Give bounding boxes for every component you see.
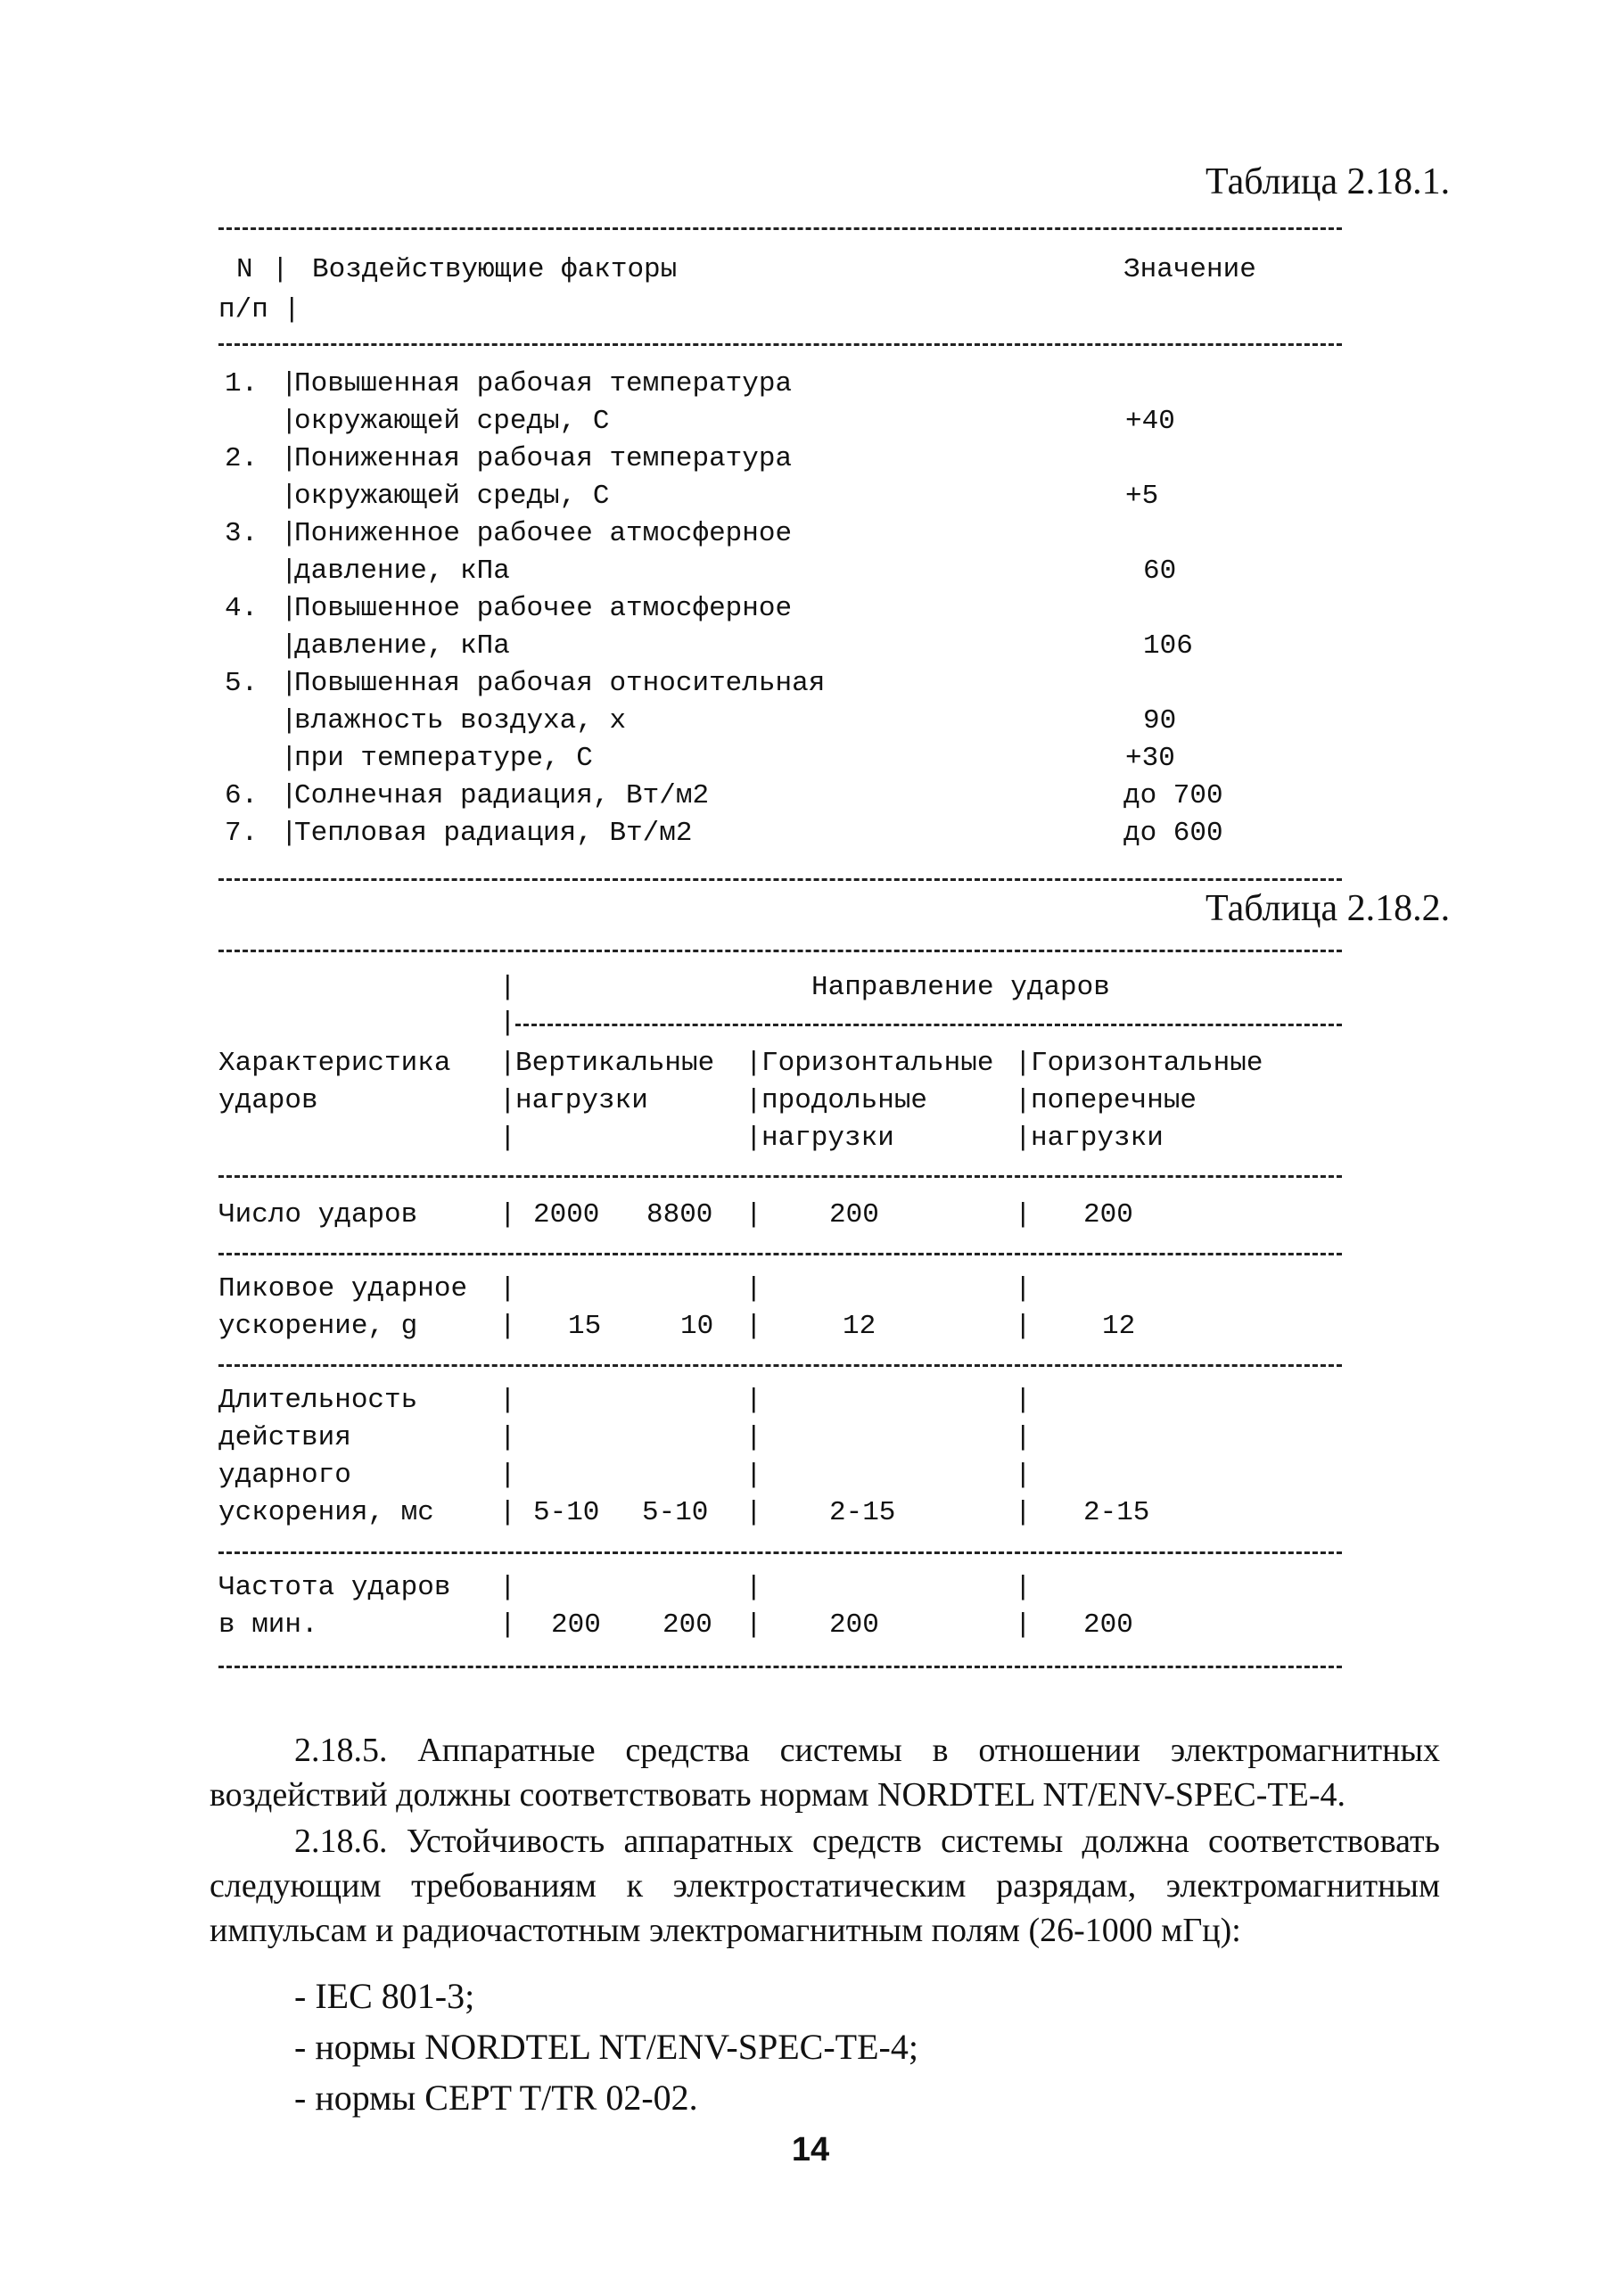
- table2-row-sep: |: [1015, 1497, 1032, 1528]
- table1-row-text: Повышенное рабочее атмосферное: [294, 593, 793, 624]
- table2-header-sep: |: [745, 1085, 762, 1116]
- table1-header-rule: [218, 343, 1342, 346]
- table2-row-label: Частота ударов: [218, 1572, 451, 1603]
- table2-header-direction: Направление ударов: [811, 972, 1110, 1003]
- table2-cell-hc: 200: [1083, 1199, 1133, 1230]
- table2-row-sep: |: [1015, 1385, 1032, 1416]
- table2-cell-hl: 2-15: [829, 1497, 896, 1528]
- table2-row-sep: |: [745, 1273, 762, 1304]
- table2-cell-v1: 15: [568, 1311, 602, 1342]
- table2-row-sep: |: [499, 1311, 516, 1342]
- table1-row-sep: |: [281, 406, 298, 437]
- table1-row-text: Пониженное рабочее атмосферное: [294, 518, 793, 549]
- table1-row-text: Повышенная рабочая температура: [294, 368, 793, 399]
- paragraph-2-18-6: [210, 1819, 1440, 1953]
- table1-row-text: Повышенная рабочая относительная: [294, 668, 826, 699]
- table2-row-sep: |: [1015, 1199, 1032, 1230]
- table2-bottom-rule: [218, 1666, 1342, 1668]
- table2-row-sep: |: [745, 1497, 762, 1528]
- table2-row-sep: |: [499, 1273, 516, 1304]
- table1-header-n: N: [236, 254, 253, 285]
- table2-row-label: в мин.: [218, 1609, 318, 1641]
- table2-header-sep: |: [499, 1085, 516, 1116]
- table2-header-sep: |: [1015, 1048, 1032, 1079]
- table2-header-rule: [218, 1175, 1342, 1178]
- table2-header-hcross-1: Горизонтальные: [1031, 1048, 1263, 1079]
- table2-cell-hc: 2-15: [1083, 1497, 1150, 1528]
- table1-row-text: Солнечная радиация, Вт/м2: [294, 780, 710, 811]
- table2-cell-hc: 12: [1102, 1311, 1136, 1342]
- table2-row-sep: |: [499, 1497, 516, 1528]
- table1-row-value: 90: [1143, 705, 1177, 737]
- list-item: - нормы CEPT T/TR 02-02.: [294, 2078, 698, 2118]
- table1-row-sep: |: [281, 818, 298, 849]
- table2-row-sep: |: [499, 1460, 516, 1491]
- table2-cell-hl: 200: [829, 1199, 879, 1230]
- table2-row-sep: |: [1015, 1273, 1032, 1304]
- table2-header-hcross-2: поперечные: [1031, 1085, 1197, 1116]
- table2-row-rule: [218, 1551, 1342, 1554]
- table2-top-rule: [218, 950, 1342, 952]
- table2-row-sep: |: [745, 1460, 762, 1491]
- table1-row-text: давление, кПа: [294, 630, 510, 662]
- table2-cell-hl: 200: [829, 1609, 879, 1641]
- table1-header-sep: |: [272, 254, 289, 285]
- table2-cell-v1: 200: [551, 1609, 601, 1641]
- table2-cell-v2: 8800: [646, 1199, 713, 1230]
- table2-row-sep: |: [745, 1572, 762, 1603]
- table1-bottom-rule: [218, 878, 1342, 881]
- table2-row-sep: |: [499, 1422, 516, 1453]
- table1-row-num: 1.: [225, 368, 259, 399]
- table1-caption: Таблица 2.18.1.: [1205, 161, 1451, 202]
- table1-row-sep: |: [281, 368, 298, 399]
- table2-row-label: ускорение, g: [218, 1311, 418, 1342]
- table1-row-sep: |: [281, 481, 298, 512]
- table2-header-hlong-2: продольные: [761, 1085, 928, 1116]
- table2-row-sep: |: [745, 1385, 762, 1416]
- table2-row-sep: |: [499, 1385, 516, 1416]
- table2-caption: Таблица 2.18.2.: [1205, 888, 1451, 929]
- table1-row-sep: |: [281, 630, 298, 662]
- table1-row-value: +40: [1125, 406, 1175, 437]
- table1-row-text: давление, кПа: [294, 555, 510, 587]
- table1-row-num: 2.: [225, 443, 259, 474]
- table1-row-text: окружающей среды, С: [294, 406, 610, 437]
- table2-cell-hc: 200: [1083, 1609, 1133, 1641]
- table2-cell-v2: 5-10: [642, 1497, 709, 1528]
- table2-header-vert-2: нагрузки: [515, 1085, 648, 1116]
- table1-row-num: 3.: [225, 518, 259, 549]
- table1-row-text: влажность воздуха, х: [294, 705, 627, 737]
- list-item: - IEC 801-3;: [294, 1976, 475, 2016]
- table2-header-hcross-3: нагрузки: [1031, 1123, 1164, 1154]
- table1-row-text: Тепловая радиация, Вт/м2: [294, 818, 693, 849]
- table1-row-sep: |: [281, 780, 298, 811]
- table2-row-sep: |: [745, 1609, 762, 1641]
- table1-row-num: 5.: [225, 668, 259, 699]
- table2-header-char-1: Характеристика: [218, 1048, 451, 1079]
- table2-row-label: Длительность: [218, 1385, 418, 1416]
- table1-row-sep: |: [281, 555, 298, 587]
- table2-header-vert-1: Вертикальные: [515, 1048, 715, 1079]
- table2-cell-v1: 2000: [533, 1199, 600, 1230]
- paragraph-text: 2.18.5. Аппаратные средства системы в отношении электромагнитных воздействий должны соответствовать нормам NORDTEL NT/ENV-SPEC-TE-4.: [210, 1732, 1440, 1814]
- table2-row-sep: |: [499, 1609, 516, 1641]
- table2-header-hlong-3: нагрузки: [761, 1123, 894, 1154]
- list-item: - нормы NORDTEL NT/ENV-SPEC-TE-4;: [294, 2027, 918, 2067]
- table1-row-sep: |: [281, 743, 298, 774]
- table1-row-value: +30: [1125, 743, 1175, 774]
- table2-row-label: действия: [218, 1422, 351, 1453]
- table1-row-num: 7.: [225, 818, 259, 849]
- table1-row-sep: |: [281, 593, 298, 624]
- page-number: 14: [791, 2131, 830, 2168]
- table1-row-value: до 600: [1123, 818, 1223, 849]
- table2-row-sep: |: [1015, 1422, 1032, 1453]
- table2-row-sep: |: [1015, 1460, 1032, 1491]
- table2-row-sep: |: [745, 1199, 762, 1230]
- table2-header-sep: |: [499, 1048, 516, 1079]
- table2-header-sep: |: [499, 1008, 516, 1039]
- paragraph-2-18-5: [210, 1728, 1440, 1817]
- table2-cell-hl: 12: [843, 1311, 876, 1342]
- table2-cell-v2: 200: [662, 1609, 712, 1641]
- table2-row-sep: |: [499, 1572, 516, 1603]
- table2-row-sep: |: [1015, 1572, 1032, 1603]
- table1-row-sep: |: [281, 443, 298, 474]
- table2-row-rule: [218, 1364, 1342, 1367]
- table1-row-num: 6.: [225, 780, 259, 811]
- table1-row-text: Пониженная рабочая температура: [294, 443, 793, 474]
- table2-row-label: Пиковое ударное: [218, 1273, 468, 1304]
- table2-row-sep: |: [1015, 1609, 1032, 1641]
- table1-header-n-sub: п/п: [218, 294, 268, 325]
- table2-header-sep: |: [1015, 1085, 1032, 1116]
- table2-row-sep: |: [499, 1199, 516, 1230]
- table2-row-label: ускорения, мс: [218, 1497, 434, 1528]
- table2-row-sep: |: [745, 1311, 762, 1342]
- table1-row-value: до 700: [1123, 780, 1223, 811]
- table1-row-sep: |: [281, 668, 298, 699]
- table2-header-sep: |: [745, 1123, 762, 1154]
- table2-header-sep: |: [499, 972, 516, 1003]
- table1-row-num: 4.: [225, 593, 259, 624]
- table1-top-rule: [218, 227, 1342, 230]
- table1-row-sep: |: [281, 518, 298, 549]
- table2-cell-v2: 10: [680, 1311, 714, 1342]
- table2-cell-v1: 5-10: [533, 1497, 600, 1528]
- table2-header-sep: |: [1015, 1123, 1032, 1154]
- table1-row-value: 60: [1143, 555, 1177, 587]
- table2-row-label: Число ударов: [218, 1199, 418, 1230]
- table1-row-value: 106: [1143, 630, 1193, 662]
- table2-header-char-2: ударов: [218, 1085, 318, 1116]
- table1-header-factors: Воздействующие факторы: [312, 254, 678, 285]
- table2-header-sep: |: [499, 1123, 516, 1154]
- table2-subheader-rule: [515, 1024, 1342, 1026]
- table2-header-sep: |: [745, 1048, 762, 1079]
- table2-row-rule: [218, 1253, 1342, 1255]
- table1-row-sep: |: [281, 705, 298, 737]
- table2-header-hlong-1: Горизонтальные: [761, 1048, 994, 1079]
- table2-row-sep: |: [1015, 1311, 1032, 1342]
- table1-row-value: +5: [1125, 481, 1159, 512]
- table2-row-label: ударного: [218, 1460, 351, 1491]
- table1-row-text: при температуре, С: [294, 743, 593, 774]
- table1-header-sep2: |: [284, 294, 300, 325]
- table1-row-text: окружающей среды, С: [294, 481, 610, 512]
- table1-header-value: Значение: [1123, 254, 1256, 285]
- paragraph-text: 2.18.6. Устойчивость аппаратных средств системы должна соответствовать следующим требованиям к электростатическим разрядам, электромагнитным импульсам и радиочастотным электромагнитным полям (26-1000 мГц):: [210, 1823, 1440, 1949]
- table2-row-sep: |: [745, 1422, 762, 1453]
